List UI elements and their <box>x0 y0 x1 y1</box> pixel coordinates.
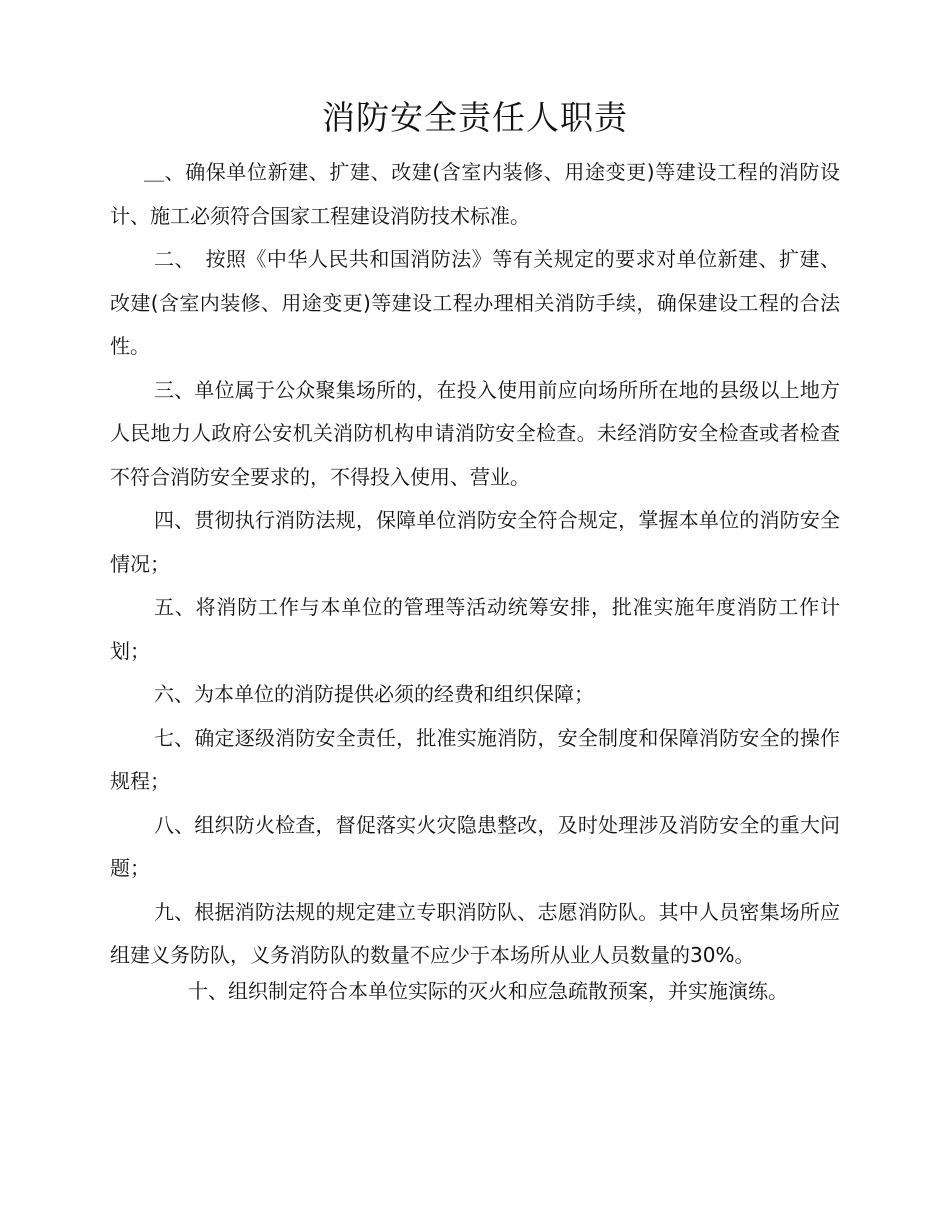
document-body <box>110 151 840 1006</box>
paragraph-4: 四、贯彻执行消防法规，保障单位消防安全符合规定，掌握本单位的消防安全情况； <box>110 508 840 576</box>
paragraph-5: 五、将消防工作与本单位的管理等活动统筹安排，批准实施年度消防工作计划； <box>110 595 840 663</box>
paragraph-9: 九、根据消防法规的规定建立专职消防队、志愿消防队。其中人员密集场所应组建义务防队，义务消防队的数量不应少于本场所从业人员数量的30%。 <box>110 899 840 967</box>
paragraph-10: 十、组织制定符合本单位实际的灭火和应急疏散预案，并实施演练。 <box>188 978 788 1003</box>
paragraph-2: 二、 按照《中华人民共和国消防法》等有关规定的要求对单位新建、扩建、改建(含室内装修、用途变更)等建设工程办理相关消防手续，确保建设工程的合法性。 <box>110 247 840 358</box>
paragraph-1: ＿、确保单位新建、扩建、改建(含室内装修、用途变更)等建设工程的消防设计、施工必须符合国家工程建设消防技术标准。 <box>110 160 840 228</box>
paragraph-3: 三、单位属于公众聚集场所的，在投入使用前应向场所所在地的县级以上地方人民地力人政府公安机关消防机构申请消防安全检查。未经消防安全检查或者检查不符合消防安全要求的，不得投入使用、营业。 <box>110 377 840 489</box>
paragraph-6: 六、为本单位的消防提供必须的经费和组织保障； <box>154 682 594 706</box>
document-title: 消防安全责任人职责 <box>322 98 628 137</box>
paragraph-8: 八、组织防火检查，督促落实火灾隐患整改，及时处理涉及消防安全的重大问题； <box>110 812 840 880</box>
paragraph-7: 七、确定逐级消防安全责任，批准实施消防，安全制度和保障消防安全的操作规程； <box>110 725 840 793</box>
